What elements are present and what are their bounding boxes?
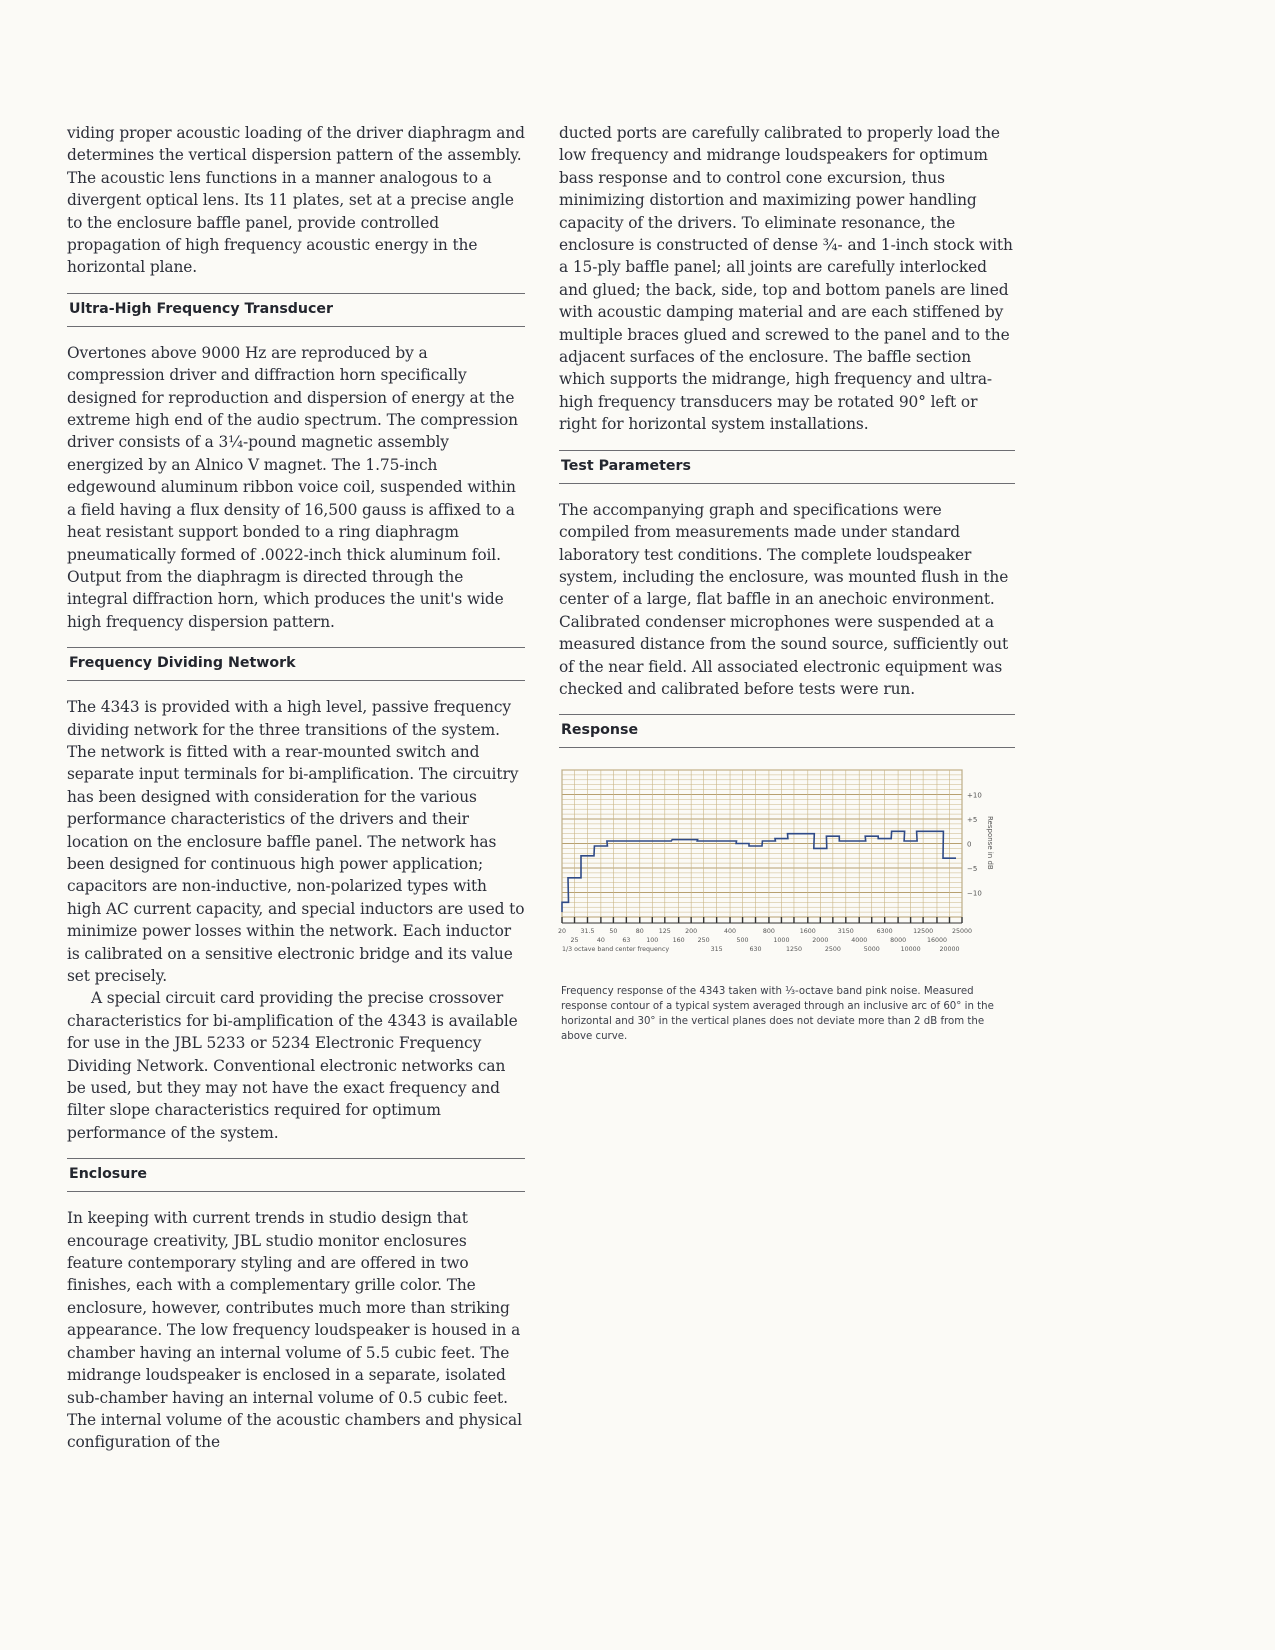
paragraph-ultra-high-frequency: Overtones above 9000 Hz are reproduced by a compression driver and diffraction horn specifically designed for reproduction and dispersion of energy at the extreme high end of the audio spectrum. The compression driver consists of a 3¼-pound magnetic assembly energized by an Alnico V magnet. The 1.75-inch edgewound aluminum ribbon voice coil, suspended within a field having a flux density of 16,500 gauss is affixed to a heat resistant support bonded to a ring diaphragm pneumatically formed of .0022-inch thick aluminum foil. Output from the diaphragm is directed through the integral diffraction horn, which produces the unit's wide high frequency dispersion pattern. — [67, 343, 518, 631]
x-tick-label: 1250 — [785, 946, 802, 954]
section-rule — [67, 1158, 525, 1159]
x-tick-label: 500 — [736, 937, 749, 945]
section-rule — [559, 450, 1015, 451]
x-tick-label: 315 — [710, 946, 723, 954]
section-rule — [559, 714, 1015, 715]
x-tick-label: 160 — [672, 937, 685, 945]
paragraph-test-parameters: The accompanying graph and specifications were compiled from measurements made under standard laboratory test conditions. The complete loudspeaker system, including the enclosure, was mounted flush in the center of a large, flat baffle in an anechoic environment. Calibrated condenser microphones were suspended at a measured distance from the sound source, sufficiently out of the near field. All associated electronic equipment was checked and calibrated before tests were run. — [559, 500, 1009, 698]
section-rule — [67, 647, 525, 648]
section-rule — [67, 1191, 525, 1192]
x-tick-label: 1000 — [773, 937, 790, 945]
x-tick-label: 50 — [609, 928, 618, 936]
x-tick-label: 200 — [685, 928, 698, 936]
x-tick-label: 8000 — [890, 937, 907, 945]
x-tick-label: 25000 — [951, 928, 973, 936]
x-tick-label: 100 — [646, 937, 659, 945]
y-tick-label: −10 — [967, 889, 982, 898]
chart-labels — [558, 792, 994, 954]
response-chart-svg — [559, 764, 1019, 978]
heading-ultra-high-frequency-transducer: Ultra-High Frequency Transducer — [69, 300, 334, 317]
section-rule — [67, 680, 525, 681]
x-tick-label: 3150 — [837, 928, 854, 936]
y-tick-label: +10 — [967, 791, 982, 800]
x-tick-label: 125 — [658, 928, 671, 936]
x-axis-label: 1/3 octave band center frequency — [562, 946, 670, 954]
x-tick-label: 20 — [557, 928, 567, 936]
x-tick-label: 1600 — [799, 928, 816, 936]
x-tick-label: 630 — [749, 946, 762, 954]
x-tick-label: 6300 — [876, 928, 893, 936]
frequency-response-chart — [559, 764, 1019, 978]
section-rule — [559, 483, 1015, 484]
x-tick-label: 400 — [724, 928, 737, 936]
heading-enclosure: Enclosure — [69, 1166, 147, 1183]
heading-frequency-dividing-network: Frequency Dividing Network — [69, 655, 296, 672]
paragraph-frequency-dividing-network: The 4343 is provided with a high level, passive frequency dividing network for the three transitions of the system. The network is fitted with a rear-mounted switch and separate input terminals for bi-amplification. The circuitry has been designed with consideration for the various performance characteristics of the drivers and their location on the enclosure baffle panel. The network has been designed for continuous high power application; capacitors are non-inductive, non-polarized types with high AC current capacity, and special inductors are used to minimize power losses within the network. Each inductor is calibrated on a sensitive electronic bridge and its value set precisely. — [67, 698, 525, 985]
paragraph-ducted-ports: ducted ports are carefully calibrated to properly load the low frequency and midrange loudspeakers for optimum bass response and to control cone excursion, thus minimizing distortion and maximizing power handling capacity of the drivers. To eliminate resonance, the enclosure is constructed of dense ¾- and 1-inch stock with a 15-ply baffle panel; all joints are carefully interlocked and glued; the back, side, top and bottom panels are lined with acoustic damping material and are each stiffened by multiple braces glued and screwed to the panel and to the adjacent surfaces of the enclosure. The baffle section which supports the midrange, high frequency and ultra-high frequency transducers may be rotated 90° left or right for horizontal system installations. — [559, 124, 1013, 434]
x-tick-label: 250 — [697, 937, 710, 945]
x-tick-label: 10000 — [900, 946, 921, 954]
section-rule — [67, 293, 525, 294]
x-tick-label: 40 — [596, 937, 605, 945]
paragraph-acoustic-lens: viding proper acoustic loading of the driver diaphragm and determines the vertical dispersion pattern of the assembly. The acoustic lens functions in a manner analogous to a divergent optical lens. Its 11 plates, set at a precise angle to the enclosure baffle panel, provide controlled propagation of high frequency acoustic energy in the horizontal plane. — [67, 124, 525, 277]
x-tick-label: 80 — [635, 928, 644, 936]
heading-test-parameters: Test Parameters — [561, 457, 691, 474]
x-tick-label: 31.5 — [580, 928, 595, 936]
section-rule — [559, 747, 1015, 748]
right-column — [559, 122, 1015, 1044]
x-tick-label: 25 — [570, 937, 579, 945]
y-tick-label: 0 — [967, 840, 972, 849]
x-tick-label: 16000 — [926, 937, 947, 945]
y-tick-label: −5 — [967, 865, 978, 874]
paragraph-enclosure: In keeping with current trends in studio design that encourage creativity, JBL studio monitor enclosures feature contemporary styling and are offered in two finishes, each with a complementary grille color. The enclosure, however, contributes much more than striking appearance. The low frequency loudspeaker is housed in a chamber having an internal volume of 5.5 cubic feet. The midrange loudspeaker is enclosed in a separate, isolated sub-chamber having an internal volume of 0.5 cubic feet. The internal volume of the acoustic chambers and physical configuration of the — [67, 1209, 522, 1452]
y-tick-label: +5 — [967, 816, 978, 825]
x-tick-label: 20000 — [939, 946, 960, 954]
y-axis-label: Response in dB — [986, 816, 994, 871]
x-tick-label: 63 — [622, 937, 631, 945]
chart-caption: Frequency response of the 4343 taken with ⅓-octave band pink noise. Measured response contour of a typical system averaged through an inclusive arc of 60° in the horizontal and 30° in the vertical planes does not deviate more than 2 dB from the above curve. — [561, 986, 994, 1043]
x-tick-label: 4000 — [851, 937, 868, 945]
x-tick-label: 5000 — [863, 946, 880, 954]
chart-ticks — [562, 917, 962, 923]
x-tick-label: 800 — [762, 928, 775, 936]
x-tick-label: 2500 — [824, 946, 841, 954]
paragraph-circuit-card: A special circuit card providing the precise crossover characteristics for bi-amplification of the 4343 is available for use in the JBL 5233 or 5234 Electronic Frequency Dividing Network. Conventional electronic networks can be used, but they may not have the exact frequency and filter slope characteristics required for optimum performance of the system. — [67, 989, 518, 1142]
section-rule — [67, 326, 525, 327]
x-tick-label: 12500 — [913, 928, 934, 936]
left-column — [67, 122, 525, 1454]
heading-response: Response — [561, 722, 639, 739]
x-tick-label: 2000 — [812, 937, 829, 945]
